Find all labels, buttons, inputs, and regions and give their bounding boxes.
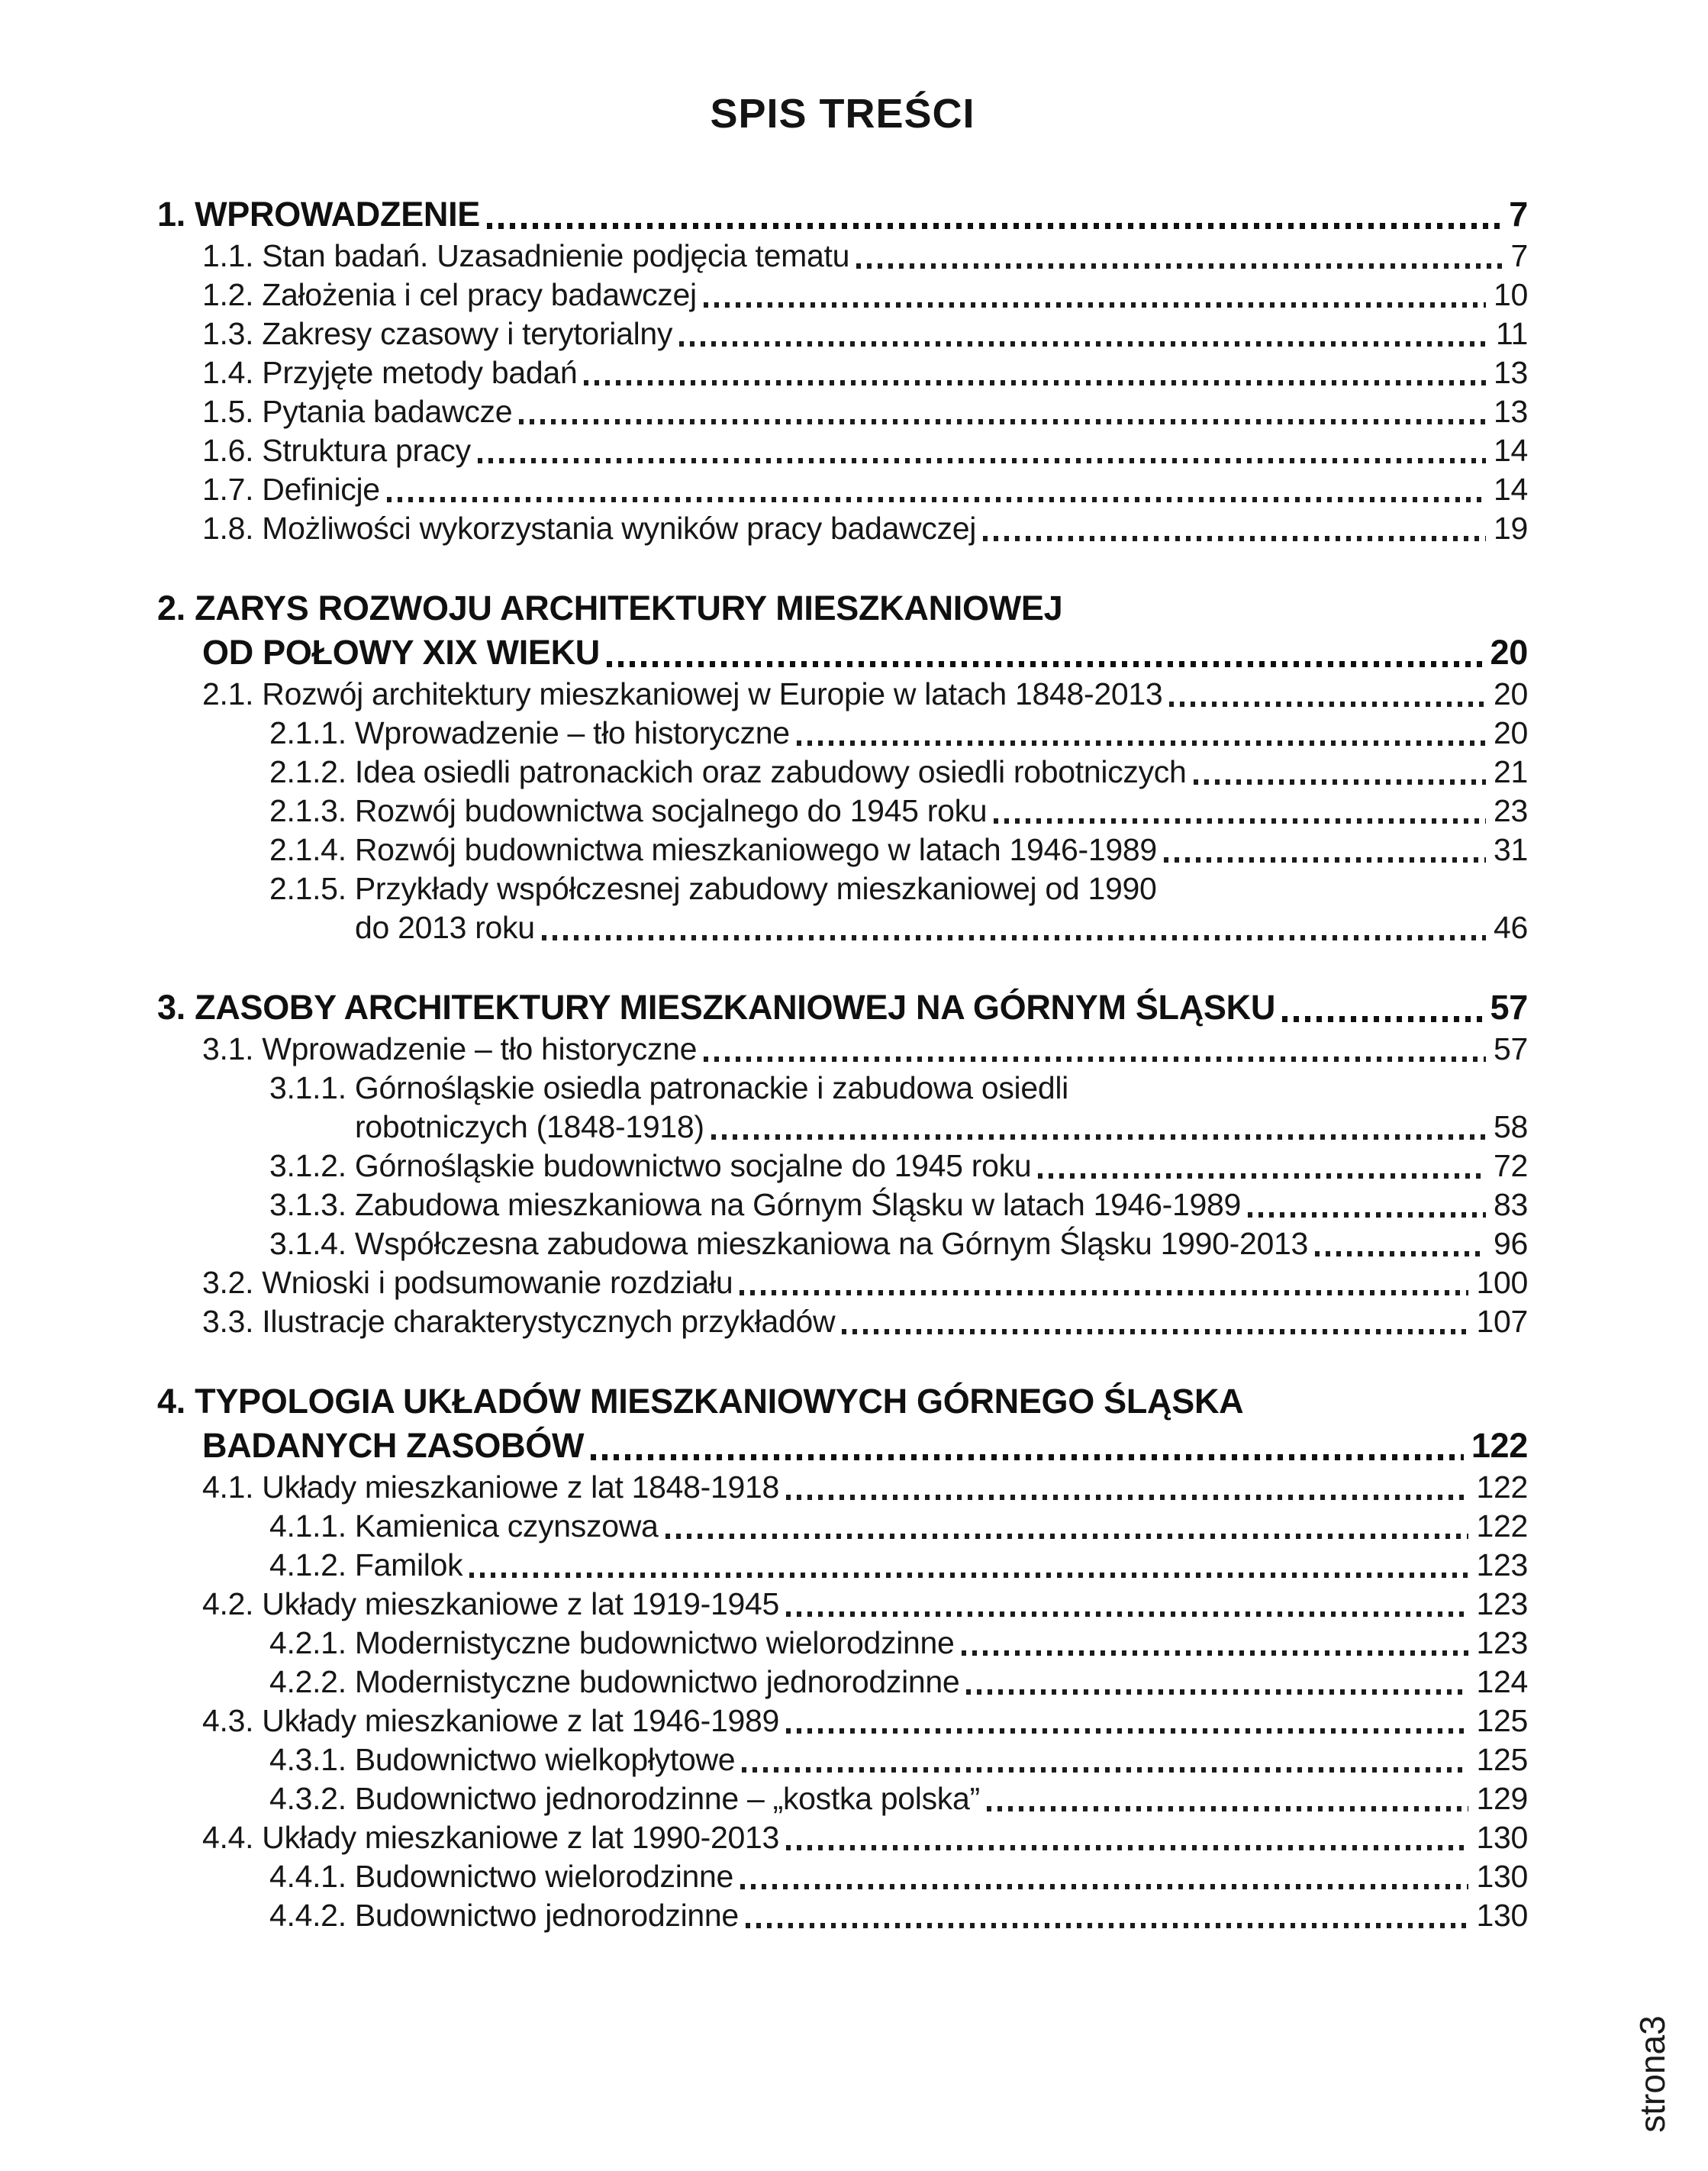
- entry-text: 4.2. Układy mieszkaniowe z lat 1919-1945: [202, 1586, 780, 1621]
- page-number: 20: [1493, 676, 1528, 711]
- page-number: 57: [1493, 1031, 1528, 1066]
- dot-leader: [542, 935, 1486, 940]
- dot-leader: [1169, 702, 1486, 707]
- toc-entry-line: [157, 1546, 1528, 1585]
- entry-text: 3.3. Ilustracje charakterystycznych przykładów: [202, 1304, 836, 1339]
- entry-text: OD POŁOWY XIX WIEKU: [202, 633, 601, 672]
- toc-entry-line: [157, 1702, 1528, 1740]
- toc-entry-line: [157, 908, 1528, 947]
- page-number: 7: [1510, 238, 1528, 273]
- entry-text: 3.1.2. Górnośląskie budownictwo socjalne do 1945 roku: [269, 1148, 1032, 1183]
- dot-leader: [746, 1923, 1469, 1928]
- dot-leader: [962, 1650, 1469, 1656]
- dot-leader: [1194, 779, 1486, 785]
- toc-entry-line: [157, 353, 1528, 392]
- entry-text: 4.1.2. Familok: [269, 1547, 463, 1582]
- toc-entry-line: [157, 1186, 1528, 1224]
- entry-text: 4.4.1. Budownictwo wielorodzinne: [269, 1859, 734, 1894]
- entry-text: 2. ZARYS ROZWOJU ARCHITEKTURY MIESZKANIOWEJ: [157, 589, 1063, 627]
- toc-entry-line: [157, 1740, 1528, 1779]
- dot-leader: [987, 1806, 1469, 1811]
- page-number: 130: [1476, 1859, 1528, 1894]
- page-number: 72: [1493, 1148, 1528, 1183]
- entry-text: 2.1. Rozwój architektury mieszkaniowej w Europie w latach 1848-2013: [202, 676, 1163, 711]
- page-number: 129: [1476, 1781, 1528, 1816]
- dot-leader: [983, 536, 1486, 541]
- entry-text: 2.1.3. Rozwój budownictwa socjalnego do 1945 roku: [269, 793, 988, 828]
- entry-text: 4.4.2. Budownictwo jednorodzinne: [269, 1898, 739, 1933]
- dot-leader: [584, 380, 1486, 385]
- page-number: 124: [1476, 1664, 1528, 1699]
- toc-entry-line: [157, 237, 1528, 276]
- entry-text: BADANYCH ZASOBÓW: [202, 1426, 585, 1465]
- table-of-contents: [157, 192, 1528, 1935]
- entry-text: 3.1.1. Górnośląskie osiedla patronackie i zabudowa osiedli: [269, 1070, 1068, 1105]
- entry-text: 4.3. Układy mieszkaniowe z lat 1946-1989: [202, 1703, 780, 1738]
- dot-leader: [704, 1056, 1486, 1062]
- entry-text: 2.1.4. Rozwój budownictwa mieszkaniowego w latach 1946-1989: [269, 832, 1157, 867]
- dot-leader: [742, 1767, 1468, 1773]
- page-number: 14: [1493, 472, 1528, 507]
- entry-text: 3. ZASOBY ARCHITEKTURY MIESZKANIOWEJ NA GÓRNYM ŚLĄSKU: [157, 988, 1276, 1027]
- dot-leader: [1038, 1173, 1486, 1179]
- toc-entry-line: [157, 1302, 1528, 1341]
- page-number: 23: [1493, 793, 1528, 828]
- page-number: 58: [1493, 1109, 1528, 1144]
- toc-entry-line: [157, 392, 1528, 431]
- toc-entry-line: [157, 1818, 1528, 1857]
- page-number: 123: [1476, 1625, 1528, 1660]
- entry-text: 4.1.1. Kamienica czynszowa: [269, 1508, 659, 1544]
- toc-entry-line: [157, 714, 1528, 753]
- toc-chapter-line: [157, 586, 1528, 631]
- dot-leader: [786, 1728, 1468, 1734]
- entry-text: 1.7. Definicje: [202, 472, 380, 507]
- toc-entry-line: [157, 1779, 1528, 1818]
- page-number: 122: [1476, 1508, 1528, 1544]
- dot-leader: [487, 223, 1501, 229]
- page-number: 122: [1476, 1469, 1528, 1505]
- toc-entry-line: [157, 1507, 1528, 1546]
- entry-text: 4.1. Układy mieszkaniowe z lat 1848-1918: [202, 1469, 780, 1505]
- page-number: 13: [1493, 355, 1528, 390]
- page-number: 122: [1471, 1426, 1528, 1465]
- section-gap: [157, 947, 1528, 985]
- page-number: 57: [1490, 988, 1528, 1027]
- entry-text: 2.1.2. Idea osiedli patronackich oraz zabudowy osiedli robotniczych: [269, 754, 1187, 789]
- section-gap: [157, 548, 1528, 586]
- toc-entry-line: [157, 1263, 1528, 1302]
- page-number: 31: [1493, 832, 1528, 867]
- entry-text: 1.6. Struktura pracy: [202, 433, 471, 468]
- toc-entry-line: [157, 792, 1528, 831]
- dot-leader: [679, 341, 1488, 347]
- entry-text: robotniczych (1848-1918): [355, 1109, 704, 1144]
- dot-leader: [797, 740, 1486, 746]
- page-number: 7: [1509, 195, 1528, 234]
- page-title: SPIS TREŚCI: [710, 91, 975, 137]
- toc-chapter-line: [157, 985, 1528, 1030]
- page-number: 100: [1476, 1265, 1528, 1300]
- page-number: 46: [1493, 910, 1528, 945]
- entry-text: 4.2.1. Modernistyczne budownictwo wielorodzinne: [269, 1625, 955, 1660]
- dot-leader: [607, 661, 1483, 667]
- dot-leader: [1164, 857, 1486, 863]
- entry-text: do 2013 roku: [355, 910, 535, 945]
- dot-leader: [591, 1454, 1464, 1460]
- page-number: 11: [1496, 316, 1528, 351]
- entry-text: 4.3.1. Budownictwo wielkopłytowe: [269, 1742, 736, 1777]
- toc-entry-line: [157, 753, 1528, 792]
- page-number: 130: [1476, 1820, 1528, 1855]
- page-number: 21: [1493, 754, 1528, 789]
- dot-leader: [704, 302, 1486, 308]
- dot-leader: [469, 1573, 1468, 1578]
- page-number: 123: [1476, 1586, 1528, 1621]
- dot-leader: [1248, 1212, 1486, 1218]
- toc-entry-line: [157, 1147, 1528, 1186]
- page-number: 13: [1493, 394, 1528, 429]
- dot-leader: [842, 1329, 1468, 1334]
- dot-leader: [478, 458, 1486, 463]
- page-number: 125: [1476, 1742, 1528, 1777]
- entry-text: 1.4. Przyjęte metody badań: [202, 355, 578, 390]
- toc-entry-line: [157, 1585, 1528, 1624]
- toc-entry-line: [157, 675, 1528, 714]
- toc-entry-line: [157, 1896, 1528, 1935]
- page-number: 107: [1476, 1304, 1528, 1339]
- entry-text: 4.3.2. Budownictwo jednorodzinne – „kostka polska”: [269, 1781, 980, 1816]
- dot-leader: [786, 1845, 1468, 1850]
- toc-entry-line: [157, 1663, 1528, 1702]
- toc-entry-line: [157, 315, 1528, 353]
- entry-text: 4.4. Układy mieszkaniowe z lat 1990-2013: [202, 1820, 780, 1855]
- toc-entry-line: [157, 1069, 1528, 1108]
- page-number: 10: [1493, 277, 1528, 312]
- dot-leader: [387, 497, 1486, 502]
- page-margin-label: strona3: [1632, 2015, 1672, 2133]
- dot-leader: [665, 1534, 1469, 1539]
- page-number: 20: [1490, 633, 1528, 672]
- section-gap: [157, 1341, 1528, 1379]
- dot-leader: [856, 263, 1503, 269]
- toc-entry-line: [157, 1030, 1528, 1069]
- toc-entry-line: [157, 276, 1528, 315]
- entry-text: 1.3. Zakresy czasowy i terytorialny: [202, 316, 673, 351]
- entry-text: 3.1.4. Współczesna zabudowa mieszkaniowa na Górnym Śląsku 1990-2013: [269, 1226, 1308, 1261]
- toc-entry-line: [157, 470, 1528, 509]
- entry-text: 1. WPROWADZENIE: [157, 195, 481, 234]
- toc-entry-line: [157, 831, 1528, 869]
- dot-leader: [786, 1611, 1468, 1617]
- dot-leader: [966, 1689, 1468, 1695]
- toc-entry-line: [157, 1624, 1528, 1663]
- entry-text: 4. TYPOLOGIA UKŁADÓW MIESZKANIOWYCH GÓRNEGO ŚLĄSKA: [157, 1382, 1244, 1421]
- toc-chapter-line: [157, 631, 1528, 675]
- page-number: 19: [1493, 511, 1528, 546]
- page-number: 20: [1493, 715, 1528, 750]
- entry-text: 1.1. Stan badań. Uzasadnienie podjęcia tematu: [202, 238, 850, 273]
- toc-entry-line: [157, 431, 1528, 470]
- entry-text: 1.5. Pytania badawcze: [202, 394, 513, 429]
- page-number: 96: [1493, 1226, 1528, 1261]
- page-number: 123: [1476, 1547, 1528, 1582]
- dot-leader: [1315, 1251, 1486, 1256]
- entry-text: 4.2.2. Modernistyczne budownictwo jednorodzinne: [269, 1664, 960, 1699]
- dot-leader: [519, 419, 1486, 424]
- toc-entry-line: [157, 1468, 1528, 1507]
- entry-text: 2.1.5. Przykłady współczesnej zabudowy mieszkaniowej od 1990: [269, 871, 1157, 906]
- toc-content: [157, 90, 1528, 1935]
- entry-text: 3.1.3. Zabudowa mieszkaniowa na Górnym Śląsku w latach 1946-1989: [269, 1187, 1242, 1222]
- page-number: 83: [1493, 1187, 1528, 1222]
- toc-chapter-line: [157, 192, 1528, 237]
- entry-text: 3.1. Wprowadzenie – tło historyczne: [202, 1031, 698, 1066]
- dot-leader: [994, 818, 1486, 824]
- toc-entry-line: [157, 869, 1528, 908]
- toc-chapter-line: [157, 1424, 1528, 1468]
- toc-entry-line: [157, 1857, 1528, 1896]
- entry-text: 1.2. Założenia i cel pracy badawczej: [202, 277, 697, 312]
- page-number: 130: [1476, 1898, 1528, 1933]
- dot-leader: [1282, 1016, 1482, 1022]
- toc-entry-line: [157, 509, 1528, 548]
- page-number: 125: [1476, 1703, 1528, 1738]
- dot-leader: [740, 1884, 1468, 1889]
- entry-text: 1.8. Możliwości wykorzystania wyników pracy badawczej: [202, 511, 977, 546]
- dot-leader: [786, 1495, 1468, 1500]
- toc-chapter-line: [157, 1379, 1528, 1424]
- page-number: 14: [1493, 433, 1528, 468]
- entry-text: 2.1.1. Wprowadzenie – tło historyczne: [269, 715, 790, 750]
- entry-text: 3.2. Wnioski i podsumowanie rozdziału: [202, 1265, 733, 1300]
- dot-leader: [740, 1290, 1468, 1295]
- toc-entry-line: [157, 1108, 1528, 1147]
- toc-entry-line: [157, 1224, 1528, 1263]
- dot-leader: [711, 1134, 1486, 1140]
